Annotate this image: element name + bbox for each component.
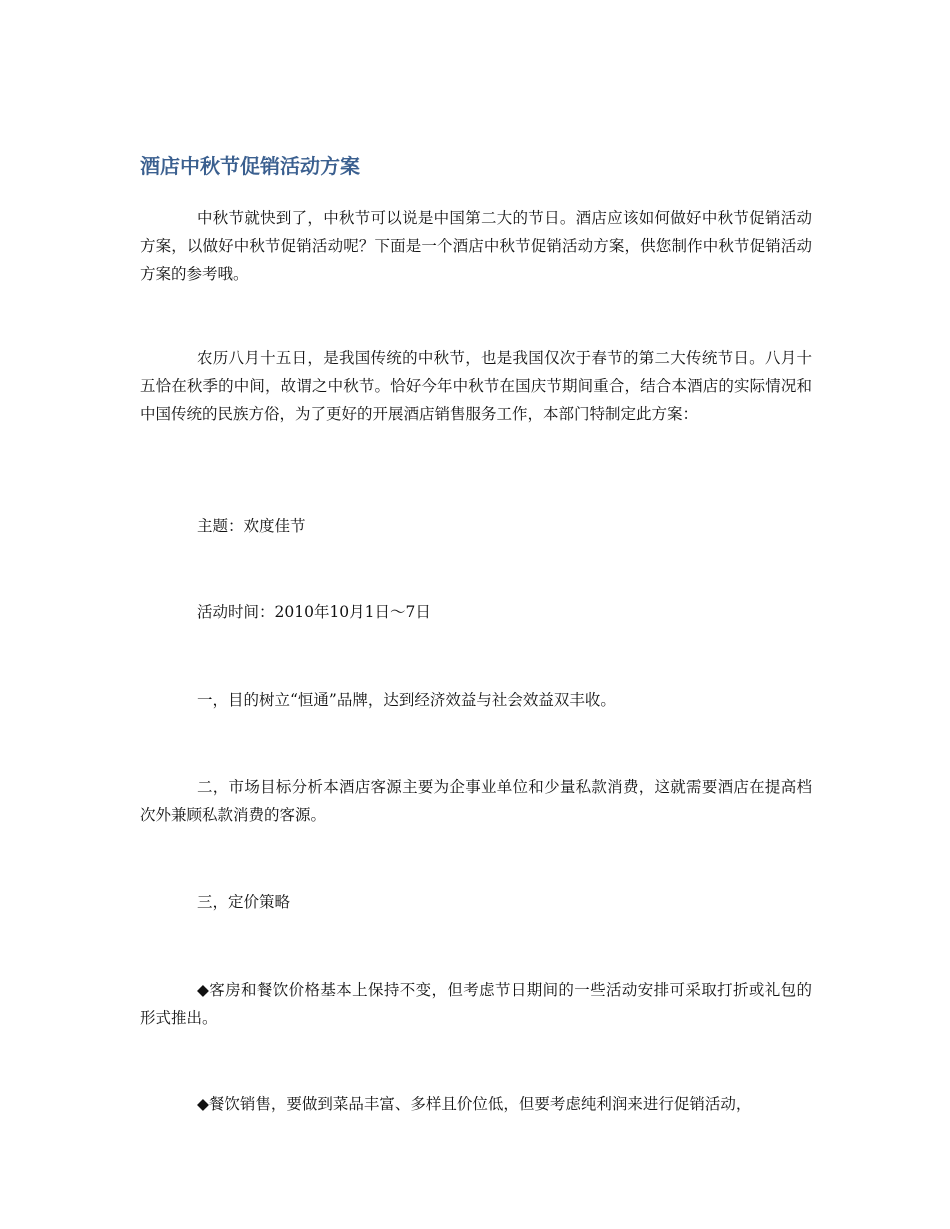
document-title: 酒店中秋节促销活动方案 [140, 154, 360, 178]
activity-time-paragraph: 活动时间：2010年10月1日～7日 [197, 603, 431, 621]
background-paragraph: 农历八月十五日，是我国传统的中秋节，也是我国仅次于春节的第二大传统节日。八月十五恰在秋季的中间，故谓之中秋节。恰好今年中秋节在国庆节期间重合，结合本酒店的实际情况和中国传统的民族方俗，为了更好的开展酒店销售服务工作，本部门特制定此方案： [140, 349, 812, 423]
section-1-paragraph: 一，目的树立“恒通”品牌，达到经济效益与社会效益双丰收。 [197, 691, 616, 709]
pricing-bullet-2: ◆餐饮销售，要做到菜品丰富、多样且价位低，但要考虑纯利润来进行促销活动， [197, 1095, 752, 1113]
pricing-bullet-1: ◆客房和餐饮价格基本上保持不变，但考虑节日期间的一些活动安排可采取打折或礼包的形式推出。 [140, 981, 812, 1027]
intro-paragraph: 中秋节就快到了，中秋节可以说是中国第二大的节日。酒店应该如何做好中秋节促销活动方案，以做好中秋节促销活动呢？下面是一个酒店中秋节促销活动方案，供您制作中秋节促销活动方案的参考哦。 [140, 209, 812, 283]
section-3-heading: 三，定价策略 [197, 893, 291, 911]
section-2-paragraph: 二，市场目标分析本酒店客源主要为企事业单位和少量私款消费，这就需要酒店在提高档次外兼顾私款消费的客源。 [140, 778, 812, 824]
theme-paragraph: 主题：欢度佳节 [197, 517, 306, 535]
